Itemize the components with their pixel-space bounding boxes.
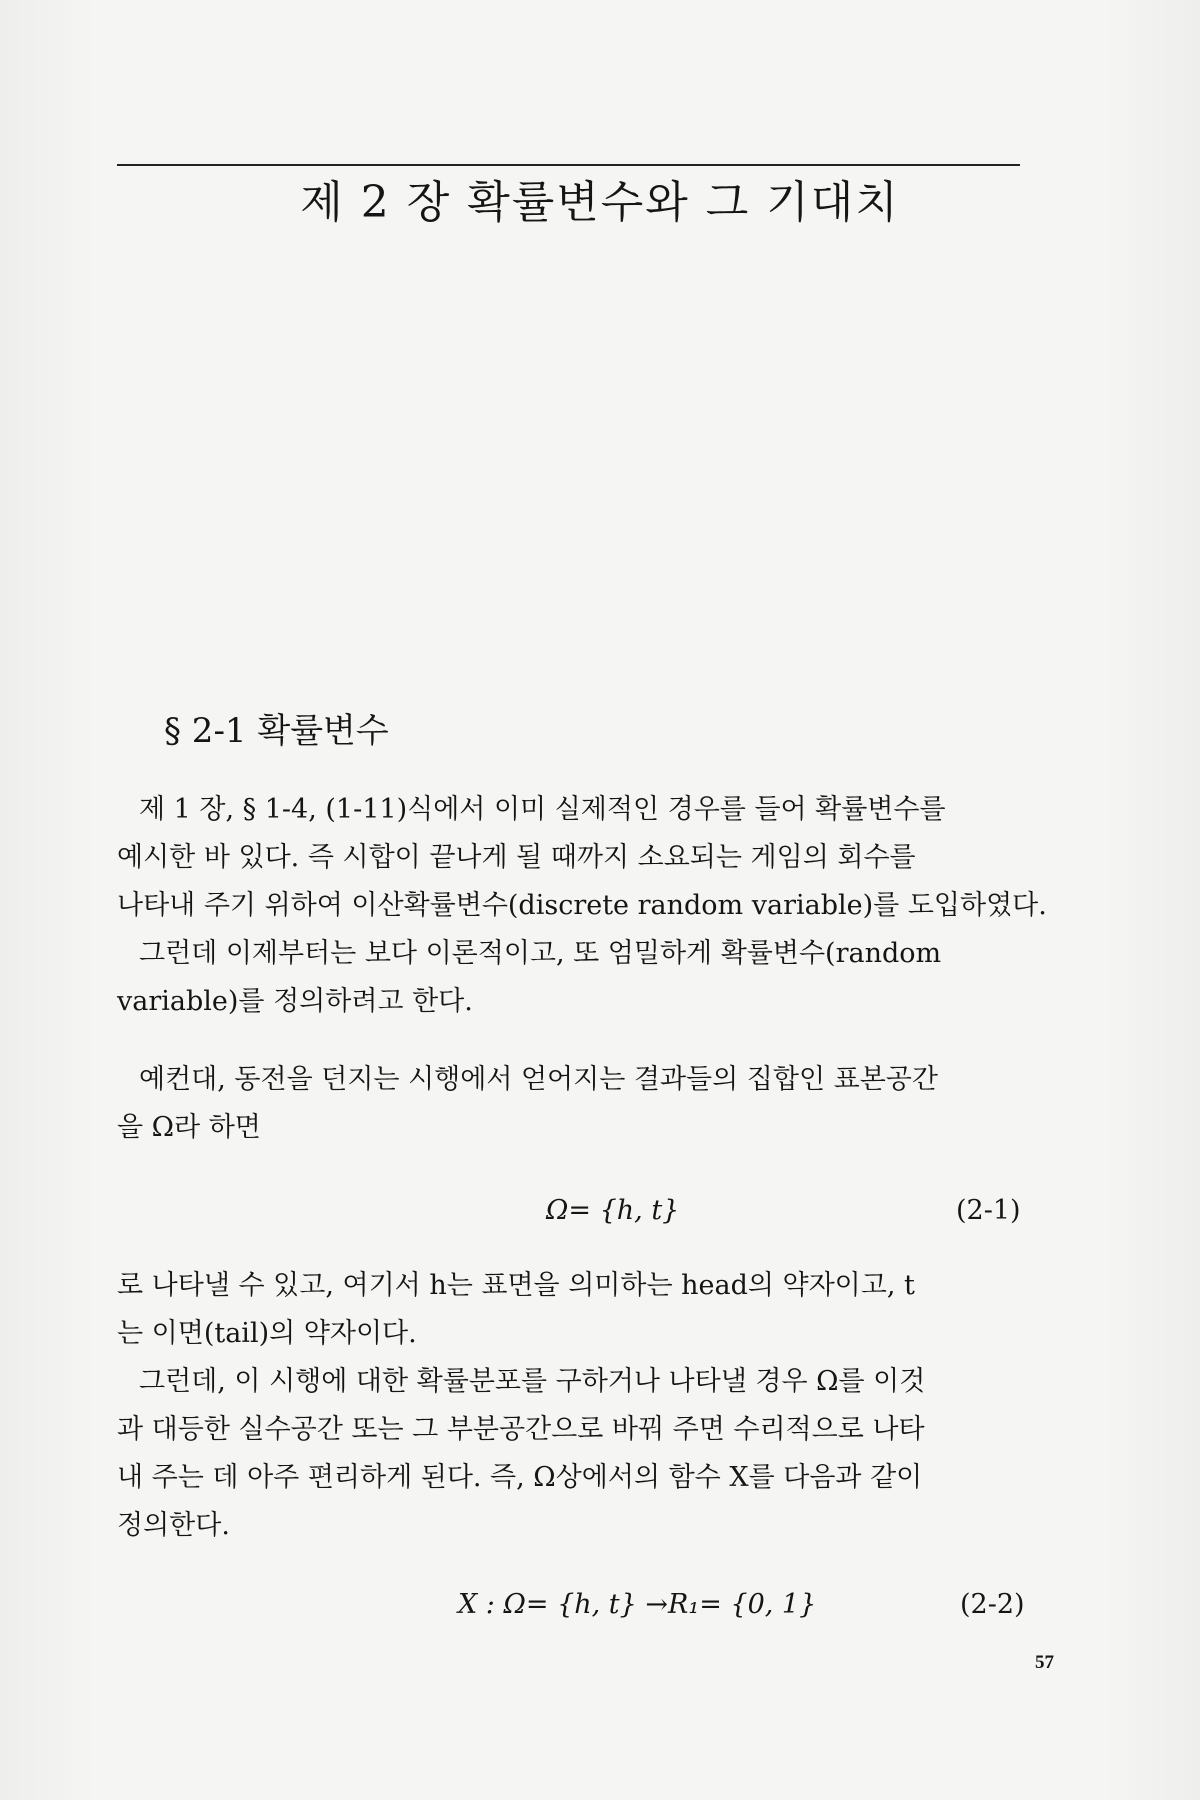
- equation-2-1: Ω= {h, t}: [546, 1195, 680, 1226]
- paragraph-3-line-4: 과 대등한 실수공간 또는 그 부분공간으로 바꿔 주면 수리적으로 나타: [117, 1414, 925, 1445]
- equation-2-2: X : Ω= {h, t} →R₁= {0, 1}: [458, 1589, 817, 1620]
- equation-number-2-2: (2-2): [960, 1589, 1025, 1620]
- section-heading: § 2-1 확률변수: [164, 711, 389, 751]
- paragraph-1-line-1: 제 1 장, § 1-4, (1-11)식에서 이미 실제적인 경우를 들어 확률변수를: [139, 794, 946, 825]
- paragraph-1-line-5: variable)를 정의하려고 한다.: [117, 986, 473, 1017]
- page-number: 57: [1035, 1652, 1054, 1673]
- paragraph-3-line-2: 는 이면(tail)의 약자이다.: [117, 1318, 417, 1349]
- equation-number-2-1: (2-1): [956, 1195, 1021, 1226]
- paragraph-1-line-4: 그런데 이제부터는 보다 이론적이고, 또 엄밀하게 확률변수(random: [139, 938, 942, 969]
- top-rule: [117, 164, 1020, 166]
- paragraph-3-line-1: 로 나타낼 수 있고, 여기서 h는 표면을 의미하는 head의 약자이고, t: [117, 1270, 915, 1301]
- paragraph-3-line-5: 내 주는 데 아주 편리하게 된다. 즉, Ω상에서의 함수 X를 다음과 같이: [117, 1462, 923, 1493]
- paragraph-1-line-2: 예시한 바 있다. 즉 시합이 끝나게 될 때까지 소요되는 게임의 회수를: [117, 842, 916, 873]
- paragraph-3-line-3: 그런데, 이 시행에 대한 확률분포를 구하거나 나타낼 경우 Ω를 이것: [139, 1366, 926, 1397]
- chapter-title: 제 2 장 확률변수와 그 기대치: [300, 177, 900, 228]
- paragraph-2-line-1: 예컨대, 동전을 던지는 시행에서 얻어지는 결과들의 집합인 표본공간: [139, 1064, 938, 1095]
- paragraph-1-line-3: 나타내 주기 위하여 이산확률변수(discrete random variable)를 도입하였다.: [117, 890, 1047, 921]
- paragraph-2-line-2: 을 Ω라 하면: [117, 1112, 261, 1143]
- paragraph-3-line-6: 정의한다.: [117, 1510, 230, 1541]
